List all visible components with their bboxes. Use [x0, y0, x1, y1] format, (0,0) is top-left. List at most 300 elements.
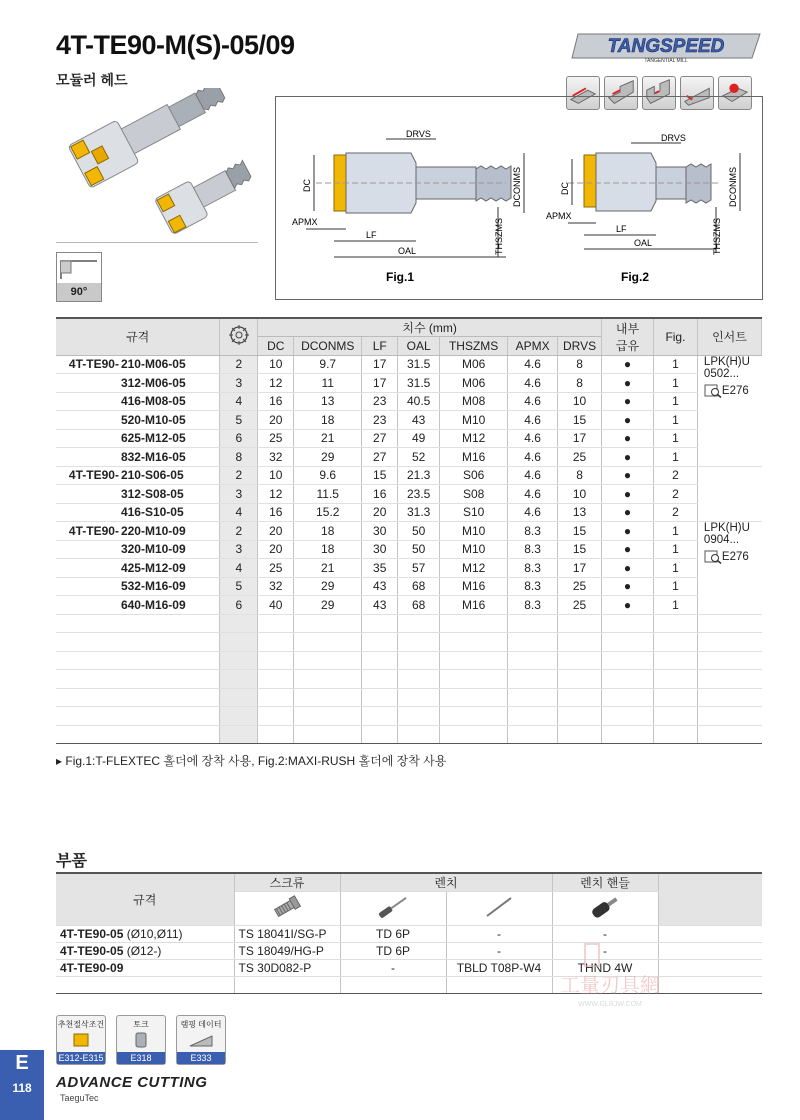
acc-wrench1: - [340, 960, 446, 977]
acc-col-handle: 렌치 핸들 [552, 873, 658, 892]
torx-driver-icon [373, 892, 413, 922]
spec-code: 320-M10-09 [120, 540, 220, 559]
table-row [56, 466, 762, 485]
spec-code: 220-M10-09 [120, 522, 220, 541]
fig1-dim-oal: OAL [398, 246, 417, 256]
table-row [56, 577, 762, 596]
insert-line: LPK(H)U [703, 355, 750, 368]
empty-cell [56, 633, 120, 652]
table-row [56, 596, 762, 615]
teeth-count: 4 [220, 503, 258, 522]
cell-dconms: 18 [294, 522, 362, 541]
fig1-dim-lf: LF [366, 230, 377, 240]
cell-apmx: 4.6 [508, 448, 558, 467]
acc-handle: THND 4W [552, 960, 658, 977]
empty-cell [508, 651, 558, 670]
accessories-title: 부품 [56, 853, 87, 870]
brand-text: TANGSPEED [607, 36, 725, 57]
page-tab [0, 1050, 44, 1120]
cell-fig: 1 [653, 559, 697, 578]
cell-lf: 15 [362, 466, 398, 485]
cell-thszms: M12 [440, 559, 508, 578]
footer-brand: ADVANCE CUTTING [56, 1074, 208, 1091]
acc-code [56, 943, 234, 960]
cell-dconms: 11.5 [294, 485, 362, 504]
cell-cool: ● [602, 448, 654, 467]
spec-code: 416-M08-05 [120, 392, 220, 411]
angle-label: 90° [57, 283, 101, 301]
cell-thszms: M06 [440, 374, 508, 393]
cell-apmx: 8.3 [508, 540, 558, 559]
col-insert: 인서트 [697, 318, 761, 355]
cell-fig: 1 [653, 522, 697, 541]
product-photo [58, 88, 268, 236]
cell-lf: 17 [362, 374, 398, 393]
empty-cell [558, 651, 602, 670]
wrench-handle-image [552, 892, 658, 926]
screw-image [234, 892, 340, 926]
empty-cell [56, 651, 120, 670]
empty-cell [653, 651, 697, 670]
cell-cool: ● [602, 374, 654, 393]
empty-cell [440, 707, 508, 726]
fig2-dim-drvs: DRVS [661, 133, 686, 143]
empty-cell [362, 614, 398, 633]
cell-fig: 1 [653, 540, 697, 559]
spec-code: 210-S06-05 [120, 466, 220, 485]
acc-code [56, 960, 234, 977]
empty-cell [508, 707, 558, 726]
empty-cell [220, 688, 258, 707]
teeth-count: 6 [220, 596, 258, 615]
cell-cool: ● [602, 411, 654, 430]
brand-tagline: TANGENTIAL MILL [644, 58, 688, 64]
cell-thszms: S08 [440, 485, 508, 504]
empty-cell [220, 633, 258, 652]
spec-prefix [56, 503, 120, 522]
cell-dc: 16 [258, 503, 294, 522]
cell-oal: 43 [398, 411, 440, 430]
empty-row [56, 670, 762, 689]
teeth-count: 4 [220, 559, 258, 578]
empty-cell [258, 651, 294, 670]
empty-cell [440, 614, 508, 633]
cutter-head-large [68, 88, 233, 188]
cutting-conditions-icon [70, 1030, 92, 1050]
table-row [56, 522, 762, 541]
wrench-blade-icon [479, 892, 519, 922]
empty-cell [697, 651, 761, 670]
cell-cool: ● [602, 429, 654, 448]
fig2-dim-thszms: THSZMS [712, 218, 722, 255]
teeth-count: 5 [220, 577, 258, 596]
fig2-dim-apmx: APMX [546, 211, 572, 221]
watermark-text: 工量刃具網 [560, 973, 660, 997]
ref-label: 추천절삭조건 [57, 1020, 105, 1029]
cell-oal: 68 [398, 577, 440, 596]
ref-torque[interactable] [116, 1015, 166, 1065]
empty-cell [602, 688, 654, 707]
col-oal: OAL [398, 337, 440, 356]
empty-cell [602, 633, 654, 652]
table-row [56, 503, 762, 522]
insert-ref [697, 466, 761, 522]
ref-ramping-data[interactable] [176, 1015, 226, 1065]
empty-cell [558, 670, 602, 689]
cell-oal: 31.5 [398, 374, 440, 393]
cell-apmx: 4.6 [508, 411, 558, 430]
spec-prefix: 4T-TE90- [56, 522, 120, 541]
cell-dc: 20 [258, 522, 294, 541]
acc-code-main: 4T-TE90-05 [60, 944, 124, 958]
empty-cell [294, 633, 362, 652]
cell-dc: 20 [258, 540, 294, 559]
col-spec: 규격 [56, 318, 220, 355]
empty-cell [120, 633, 220, 652]
cell-oal: 40.5 [398, 392, 440, 411]
col-coolant [602, 318, 654, 355]
teeth-count-icon [228, 324, 250, 346]
cell-fig: 2 [653, 466, 697, 485]
insert-page: E276 [721, 384, 749, 397]
mounting-note: ▸ Fig.1:T-FLEXTEC 홀더에 장착 사용, Fig.2:MAXI-RUSH 홀더에 장착 사용 [56, 754, 447, 768]
empty-cell [398, 725, 440, 744]
cell-dc: 12 [258, 374, 294, 393]
teeth-count: 8 [220, 448, 258, 467]
table-row [56, 374, 762, 393]
coolant-line2: 급유 [615, 338, 640, 353]
cell-oal: 50 [398, 540, 440, 559]
table-row [56, 429, 762, 448]
fig2-dim-dconms: DCONMS [728, 167, 738, 207]
insert-line: 0904... [703, 534, 740, 546]
cell-thszms: M10 [440, 522, 508, 541]
photo-divider [56, 242, 258, 243]
cell-thszms: M12 [440, 429, 508, 448]
empty-cell [602, 707, 654, 726]
empty-row [56, 725, 762, 744]
empty-cell [56, 977, 234, 994]
acc-handle: - [552, 926, 658, 943]
cell-oal: 50 [398, 522, 440, 541]
cell-apmx: 4.6 [508, 503, 558, 522]
cell-lf: 43 [362, 596, 398, 615]
empty-cell [398, 633, 440, 652]
spec-prefix [56, 485, 120, 504]
book-search-icon [704, 384, 722, 398]
cell-drvs: 25 [558, 596, 602, 615]
cell-thszms: M16 [440, 596, 508, 615]
empty-cell [56, 707, 120, 726]
empty-cell [602, 614, 654, 633]
watermark-url: WWW.GLRJW.COM [578, 1001, 642, 1008]
empty-row [56, 651, 762, 670]
torx-driver-image [340, 892, 446, 926]
cell-dconms: 13 [294, 392, 362, 411]
empty-cell [558, 688, 602, 707]
acc-code [56, 926, 234, 943]
empty-cell [258, 614, 294, 633]
empty-cell [653, 633, 697, 652]
cell-drvs: 15 [558, 522, 602, 541]
empty-cell [56, 725, 120, 744]
empty-cell [398, 651, 440, 670]
footer-company: TaeguTec [60, 1093, 99, 1103]
cell-dconms: 29 [294, 448, 362, 467]
col-thszms: THSZMS [440, 337, 508, 356]
cell-thszms: M06 [440, 355, 508, 374]
cell-oal: 21.3 [398, 466, 440, 485]
cell-apmx: 4.6 [508, 392, 558, 411]
page-subtitle: 모듈러 헤드 [56, 72, 128, 88]
cell-fig: 2 [653, 485, 697, 504]
figures-drawing [276, 97, 762, 299]
acc-col-wrench: 렌치 [340, 873, 552, 892]
cell-apmx: 4.6 [508, 466, 558, 485]
cell-thszms: M10 [440, 411, 508, 430]
acc-code-main: 4T-TE90-09 [60, 961, 124, 975]
ref-cutting-conditions[interactable] [56, 1015, 106, 1065]
col-apmx: APMX [508, 337, 558, 356]
empty-cell [653, 670, 697, 689]
teeth-count: 3 [220, 485, 258, 504]
cell-lf: 30 [362, 540, 398, 559]
section-letter: E [15, 1052, 29, 1074]
empty-cell [362, 651, 398, 670]
cell-cool: ● [602, 559, 654, 578]
spec-prefix [56, 374, 120, 393]
acc-screw: TS 18041I/SG-P [234, 926, 340, 943]
spec-code: 312-M06-05 [120, 374, 220, 393]
teeth-count: 5 [220, 411, 258, 430]
col-dc: DC [258, 337, 294, 356]
cell-fig: 1 [653, 429, 697, 448]
empty-cell [558, 633, 602, 652]
cell-lf: 20 [362, 503, 398, 522]
empty-cell [294, 651, 362, 670]
empty-cell [602, 725, 654, 744]
empty-cell [220, 670, 258, 689]
empty-cell [258, 707, 294, 726]
cell-apmx: 8.3 [508, 596, 558, 615]
page-number: 118 [12, 1081, 32, 1095]
spec-code: 520-M10-05 [120, 411, 220, 430]
spec-table-body [56, 355, 762, 744]
page-title: 4T-TE90-M(S)-05/09 [56, 30, 295, 60]
col-dconms: DCONMS [294, 337, 362, 356]
acc-wrench2: - [446, 943, 552, 960]
empty-cell [398, 614, 440, 633]
cell-dc: 16 [258, 392, 294, 411]
cell-fig: 1 [653, 355, 697, 374]
fig2-dim-oal: OAL [634, 238, 653, 248]
fig2-drawing [546, 133, 740, 284]
cell-fig: 1 [653, 411, 697, 430]
teeth-count: 2 [220, 355, 258, 374]
cutter-head-small [154, 154, 258, 234]
cell-fig: 1 [653, 577, 697, 596]
screw-icon [267, 892, 307, 922]
cell-lf: 35 [362, 559, 398, 578]
spec-prefix [56, 448, 120, 467]
table-row [56, 448, 762, 467]
acc-col-blank [658, 873, 762, 926]
spec-code: 532-M16-09 [120, 577, 220, 596]
fig2-dim-lf: LF [616, 224, 627, 234]
insert-ref[interactable] [697, 522, 761, 615]
empty-cell [362, 633, 398, 652]
empty-cell [294, 670, 362, 689]
empty-cell [697, 614, 761, 633]
fig2-dim-dc: DC [560, 182, 570, 195]
wrench-blade-image [446, 892, 552, 926]
insert-page-link[interactable] [704, 550, 762, 564]
cell-fig: 1 [653, 448, 697, 467]
acc-wrench1: TD 6P [340, 926, 446, 943]
teeth-count: 3 [220, 374, 258, 393]
empty-cell [602, 670, 654, 689]
cell-thszms: M10 [440, 540, 508, 559]
empty-cell [220, 725, 258, 744]
acc-screw: TS 18049/HG-P [234, 943, 340, 960]
coolant-line1: 내부 [615, 321, 640, 336]
empty-cell [294, 688, 362, 707]
cell-thszms: M16 [440, 577, 508, 596]
table-row [56, 392, 762, 411]
empty-cell [558, 707, 602, 726]
cell-drvs: 10 [558, 485, 602, 504]
empty-row [56, 707, 762, 726]
empty-cell [234, 977, 340, 994]
spec-code: 425-M12-09 [120, 559, 220, 578]
empty-cell [56, 614, 120, 633]
insert-page: E276 [721, 551, 749, 564]
cell-drvs: 13 [558, 503, 602, 522]
cell-drvs: 8 [558, 355, 602, 374]
cell-dc: 40 [258, 596, 294, 615]
cell-thszms: S06 [440, 466, 508, 485]
spec-prefix [56, 596, 120, 615]
fig1-drawing [292, 129, 524, 284]
empty-cell [258, 633, 294, 652]
cell-dconms: 18 [294, 411, 362, 430]
empty-cell [220, 614, 258, 633]
cell-apmx: 4.6 [508, 355, 558, 374]
empty-cell [697, 725, 761, 744]
spec-prefix [56, 411, 120, 430]
empty-cell [56, 670, 120, 689]
acc-screw: TS 30D082-P [234, 960, 340, 977]
empty-cell [508, 633, 558, 652]
col-drvs: DRVS [558, 337, 602, 356]
acc-handle: - [552, 943, 658, 960]
cell-cool: ● [602, 522, 654, 541]
empty-cell [340, 977, 446, 994]
cell-drvs: 15 [558, 411, 602, 430]
insert-page-link[interactable] [704, 384, 762, 398]
table-row [56, 540, 762, 559]
col-fig: Fig. [653, 318, 697, 355]
book-search-icon [704, 550, 722, 564]
cell-dc: 20 [258, 411, 294, 430]
cell-oal: 31.3 [398, 503, 440, 522]
empty-cell [508, 688, 558, 707]
cell-lf: 23 [362, 411, 398, 430]
spec-code: 832-M16-05 [120, 448, 220, 467]
empty-cell [120, 651, 220, 670]
cell-dconms: 21 [294, 559, 362, 578]
insert-ref[interactable] [697, 355, 761, 466]
tangspeed-logo [570, 28, 765, 64]
cell-thszms: M08 [440, 392, 508, 411]
empty-cell [220, 707, 258, 726]
fig2-label: Fig.2 [621, 270, 650, 284]
empty-cell [697, 670, 761, 689]
ref-label: 램핑 데이터 [180, 1020, 222, 1029]
acc-col-screw: 스크류 [234, 873, 340, 892]
cell-dconms: 11 [294, 374, 362, 393]
cell-apmx: 4.6 [508, 374, 558, 393]
spec-prefix [56, 540, 120, 559]
cell-drvs: 17 [558, 429, 602, 448]
acc-col-spec: 규격 [56, 873, 234, 926]
cell-thszms: S10 [440, 503, 508, 522]
cell-dc: 12 [258, 485, 294, 504]
teeth-count: 4 [220, 392, 258, 411]
cell-drvs: 17 [558, 559, 602, 578]
cell-dconms: 9.7 [294, 355, 362, 374]
cell-cool: ● [602, 485, 654, 504]
empty-cell [653, 707, 697, 726]
cell-drvs: 8 [558, 466, 602, 485]
fig1-dim-dconms: DCONMS [512, 167, 522, 207]
spec-prefix [56, 577, 120, 596]
ref-page: E333 [177, 1052, 225, 1064]
empty-cell [362, 688, 398, 707]
empty-cell [440, 688, 508, 707]
empty-row [56, 614, 762, 633]
cell-dconms: 21 [294, 429, 362, 448]
empty-cell [258, 725, 294, 744]
wrench-handle-icon [585, 892, 625, 922]
spec-code: 210-M06-05 [120, 355, 220, 374]
empty-cell [398, 670, 440, 689]
empty-cell [398, 707, 440, 726]
insert-line: 0502... [703, 367, 740, 380]
cell-dconms: 15.2 [294, 503, 362, 522]
spec-code: 640-M16-09 [120, 596, 220, 615]
empty-row [56, 633, 762, 652]
cell-apmx: 8.3 [508, 577, 558, 596]
acc-code-main: 4T-TE90-05 [60, 927, 124, 941]
spec-code: 312-S08-05 [120, 485, 220, 504]
empty-cell [258, 688, 294, 707]
empty-cell [258, 670, 294, 689]
empty-cell [508, 725, 558, 744]
empty-cell [362, 725, 398, 744]
empty-cell [446, 977, 552, 994]
cell-apmx: 8.3 [508, 559, 558, 578]
acc-code-extra: (Ø12-) [126, 944, 162, 958]
col-teeth [220, 318, 258, 355]
cell-drvs: 25 [558, 448, 602, 467]
cell-dc: 32 [258, 448, 294, 467]
table-row [56, 355, 762, 374]
acc-code-extra: (Ø10,Ø11) [126, 927, 183, 941]
cell-oal: 23.5 [398, 485, 440, 504]
fig1-dim-drvs: DRVS [406, 129, 431, 139]
cell-cool: ● [602, 503, 654, 522]
